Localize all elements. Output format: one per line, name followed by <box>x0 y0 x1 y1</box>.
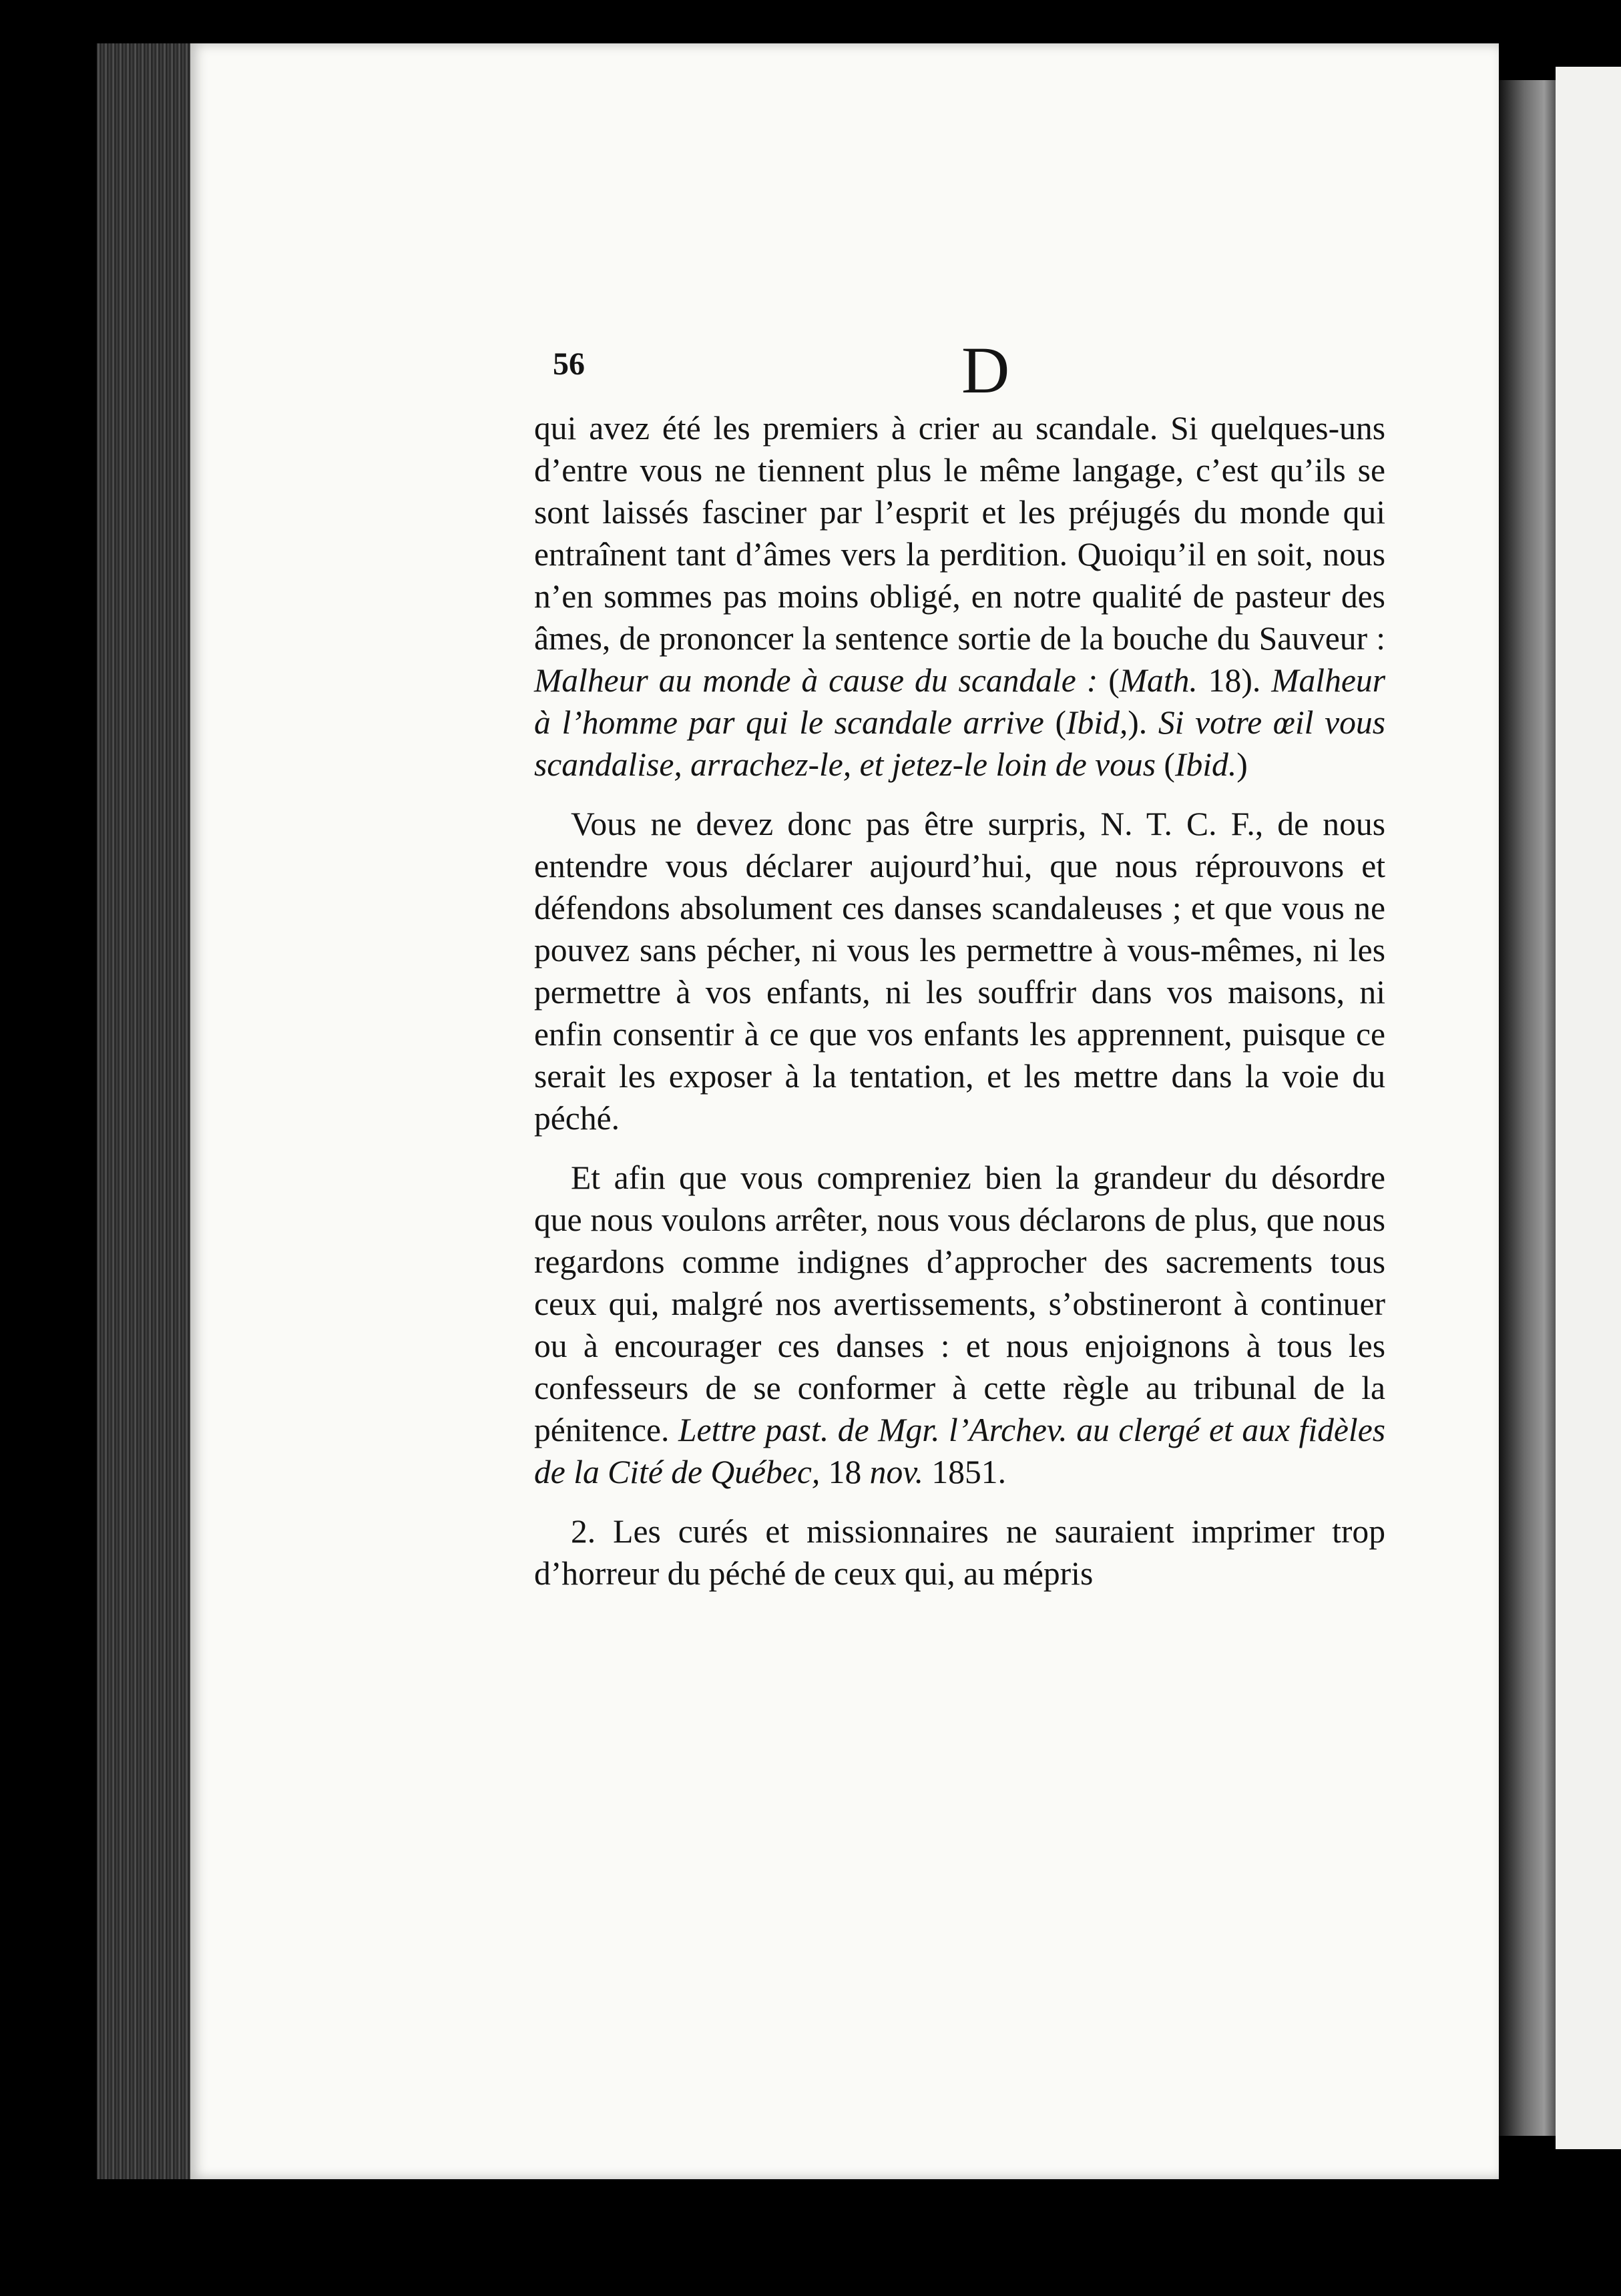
text-segment: ( <box>1156 746 1175 783</box>
italic-text-segment: Malheur à l’homme par qui le scandale arrive <box>534 662 1385 741</box>
italic-text-segment: Si votre œil vous scandalise, arrachez-le, et jetez-le loin de vous <box>534 704 1386 783</box>
page-content <box>534 334 1385 1612</box>
italic-text-segment: nov. <box>869 1454 923 1490</box>
text-segment: Et afin que vous compreniez bien la grandeur du désordre que nous voulons arrêter, nous vous déclarons de plus, que nous regardons comme indignes d’approcher des sacrements tous ceux qui, malgré nos avertissements, s’obstineront à continuer ou à encourager ces danses : et nous enjoignons à tous les confesseurs de se conformer à cette règle au tribunal de la pénitence. <box>534 1159 1385 1448</box>
running-header <box>534 334 1385 407</box>
page-number: 56 <box>553 346 585 382</box>
paragraph <box>534 1510 1385 1595</box>
paragraph <box>534 1157 1385 1493</box>
text-segment: ). <box>1128 704 1158 741</box>
text-segment: ) <box>1236 746 1248 783</box>
body-text <box>534 407 1385 1595</box>
italic-text-segment: Lettre past. de Mgr. l’Archev. au clergé et aux fidèles de la Cité de Québec, <box>534 1412 1386 1490</box>
text-segment: 2. Les curés et missionnaires ne sauraient imprimer trop d’horreur du péché de ceux qui, au mépris <box>534 1513 1385 1592</box>
facing-page-edge <box>1556 67 1621 2149</box>
text-segment: ( <box>1098 662 1120 699</box>
text-segment: ( <box>1044 704 1066 741</box>
section-letter: D <box>961 333 1010 407</box>
paragraph <box>534 407 1385 786</box>
italic-text-segment: Ibid, <box>1066 704 1128 741</box>
italic-text-segment: Math. <box>1119 662 1198 699</box>
text-segment: qui avez été les premiers à crier au scandale. Si quelques-uns d’entre vous ne tiennent plus le même langage, c’est qu’ils se sont laissés fasciner par l’esprit et les préjugés du monde qui entraînent tant d’âmes vers la perdition. Quoiqu’il en soit, nous n’en sommes pas moins obligé, en notre qualité de pasteur des âmes, de prononcer la sentence sortie de la bouche du Sauveur : <box>534 410 1385 657</box>
text-segment: 18 <box>820 1454 870 1490</box>
text-segment: 18). <box>1197 662 1272 699</box>
italic-text-segment: Ibid. <box>1174 746 1237 783</box>
paragraph <box>534 803 1385 1139</box>
italic-text-segment: Malheur au monde à cause du scandale : <box>534 662 1098 699</box>
text-segment: Vous ne devez donc pas être surpris, N. T. C. F., de nous entendre vous déclarer aujourd’hui, que nous réprouvons et défendons absolument ces danses scandaleuses ; et que vous ne pouvez sans pécher, ni vous les permettre à vous-mêmes, ni les permettre à vos enfants, ni les souffrir dans vos maisons, ni enfin consentir à ce que vos enfants les apprennent, puisque ce serait les exposer à la tentation, et les mettre dans la voie du péché. <box>534 806 1385 1137</box>
page-gutter-shadow <box>1499 80 1556 2136</box>
text-segment: 1851. <box>923 1454 1006 1490</box>
